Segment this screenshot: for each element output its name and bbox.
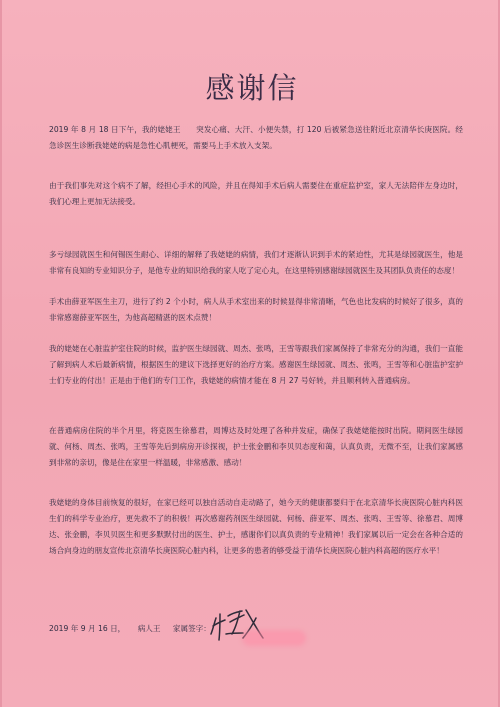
redaction-mark	[242, 630, 306, 646]
signature-date: 2019 年 9 月 16 日，	[49, 624, 126, 633]
paragraph-gratitude: 我姥姥的身体目前恢复的很好，在家已经可以独自活动自走动路了，她今天的健康都要归于在北京清华长庚医院心脏内科医生们的科学专业治疗，更先救不了的积极！再次感谢药剂医生绿园就、何杨、薛亚军、周杰、张鸣、王雪等、徐慕君、周博达、张金鹏，李贝贝医生和更多默默付出的医生、护士，感谢你们以真负责的专业精神！我们家属以后一定会在各种合适的场合向身边的朋友宣传北京清华长庚医院心脏内科，让更多的患者的够受益于清华长庚医院心脏内科高超的医疗水平！	[49, 498, 463, 555]
paragraph-ward-care: 在普通病房住院的半个月里，将克医生徐慕君，周博达及时处理了各种并发症，确保了我姥姥能按时出院。期间医生绿园就、何杨、周杰、张鸣，王雪等先后到病房开诊探视，护士张金鹏和李贝贝态度和蔼，认真负责，无微不至，让我们家属感到非常的亲切，像是住在家里一样温暖，非常感激、感动！	[49, 426, 463, 467]
paragraph-surgery: 手术由薛亚军医生主刀，进行了约 2 个小时，病人从手术室出来的时候显得非常清晰，气色也比发病的时候好了很多，真的非常感谢薛亚军医生，为他高超精湛的医术点赞！	[49, 297, 463, 322]
signature-family-label: 家属签字：	[172, 624, 211, 633]
paragraph-explanation: 多亏绿园就医生和何锡医生耐心、详细的解释了我姥姥的病情，我们才逐渐认识到手术的紧迫性，尤其是绿园就医生，他是非常有良知的专业知识分子，是他专业的知识给我的家人吃了定心丸，在这里特别感谢绿园就医生及其团队负责任的态度！	[49, 250, 463, 275]
paragraph-icu-care: 我的姥姥在心脏监护室住院的时候，监护医生绿园就、周杰、张鸣，王雪等跟我们家属保持了非常充分的沟通，我们一直能了解到病人术后最新病情，根据医生的建议下选择更好的治疗方案。感谢医生绿园就、周杰、张鸣，王雪等和心脏监护室护士们专业的付出！正是由于他们的专门工作，我姥姥的病情才能在 8 月 27 号好转，并且顺利转入普通病房。	[49, 344, 463, 385]
paragraph-incident: 2019 年 8 月 18 日下午，我的姥姥王 突发心痛、大汗、小便失禁，打 120 后被紧急送往附近北京清华长庚医院。经急诊医生诊断我姥姥的病是急性心肌梗死，需要马上手术放入支架。	[49, 125, 463, 150]
paragraph-concern: 由于我们事先对这个病不了解，经担心手术的风险，并且在得知手术后病人需要住在重症监护室，家人无法陪伴左身边时，我们心理上更加无法接受。	[49, 181, 463, 206]
signature-patient: 病人王	[137, 624, 161, 633]
letter-title: 感谢信	[205, 71, 299, 105]
